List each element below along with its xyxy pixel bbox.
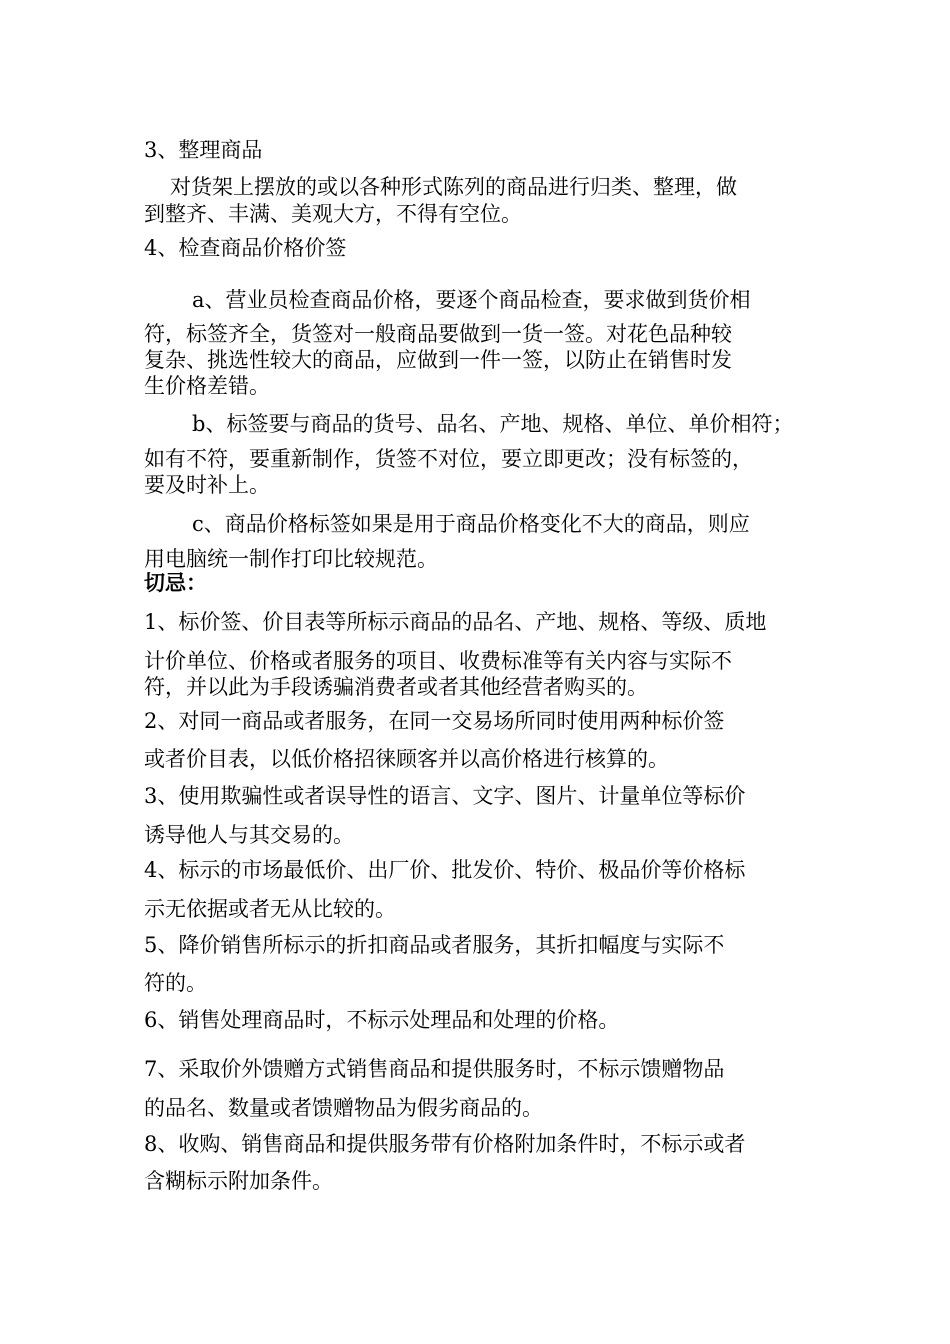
taboo-item-line: 或者价目表，以低价格招徕顾客并以高价格进行核算的。 [144, 747, 669, 771]
paragraph-line: 对货架上摆放的或以各种形式陈列的商品进行归类、整理，做 [170, 175, 737, 199]
taboo-item-line: 8、收购、销售商品和提供服务带有价格附加条件时，不标示或者 [144, 1132, 746, 1156]
paragraph-line: 生价格差错。 [144, 374, 270, 398]
paragraph-line: 用电脑统一制作打印比较规范。 [144, 547, 438, 571]
taboo-item-line: 5、降价销售所标示的折扣商品或者服务，其折扣幅度与实际不 [144, 933, 725, 957]
paragraph-line: 符，标签齐全，货签对一般商品要做到一货一签。对花色品种较 [144, 322, 732, 346]
paragraph-line: 到整齐、丰满、美观大方，不得有空位。 [144, 202, 522, 226]
paragraph-line: 要及时补上。 [144, 473, 270, 497]
taboo-heading: 切忌： [144, 570, 207, 595]
taboo-item-line: 符的。 [144, 971, 207, 995]
taboo-item-line: 1、标价签、价目表等所标示商品的品名、产地、规格、等级、质地 [144, 610, 767, 634]
taboo-item-line: 符，并以此为手段诱骗消费者或者其他经营者购买的。 [144, 675, 648, 699]
paragraph-line: 如有不符，要重新制作，货签不对位，要立即更改；没有标签的， [144, 447, 753, 471]
taboo-item-line: 4、标示的市场最低价、出厂价、批发价、特价、极品价等价格标 [144, 858, 746, 882]
paragraph-line: 复杂、挑选性较大的商品，应做到一件一签，以防止在销售时发 [144, 348, 732, 372]
paragraph-line: a、营业员检查商品价格，要逐个商品检查，要求做到货价相 [192, 288, 751, 312]
section-heading-3: 3、整理商品 [144, 138, 263, 162]
taboo-item-line: 计价单位、价格或者服务的项目、收费标准等有关内容与实际不 [144, 649, 732, 673]
taboo-item-line: 示无依据或者无从比较的。 [144, 897, 396, 921]
paragraph-line: b、标签要与商品的货号、品名、产地、规格、单位、单价相符； [192, 412, 794, 436]
section-heading-4: 4、检查商品价格价签 [144, 236, 347, 260]
taboo-item-line: 的品名、数量或者馈赠物品为假劣商品的。 [144, 1096, 543, 1120]
taboo-item-line: 3、使用欺骗性或者误导性的语言、文字、图片、计量单位等标价 [144, 784, 746, 808]
paragraph-line: c、商品价格标签如果是用于商品价格变化不大的商品，则应 [192, 512, 750, 536]
taboo-item-line: 诱导他人与其交易的。 [144, 823, 354, 847]
taboo-item-line: 含糊标示附加条件。 [144, 1169, 333, 1193]
taboo-item-line: 7、采取价外馈赠方式销售商品和提供服务时，不标示馈赠物品 [144, 1057, 725, 1081]
taboo-item-line: 2、对同一商品或者服务，在同一交易场所同时使用两种标价签 [144, 709, 725, 733]
taboo-item-line: 6、销售处理商品时，不标示处理品和处理的价格。 [144, 1008, 620, 1032]
